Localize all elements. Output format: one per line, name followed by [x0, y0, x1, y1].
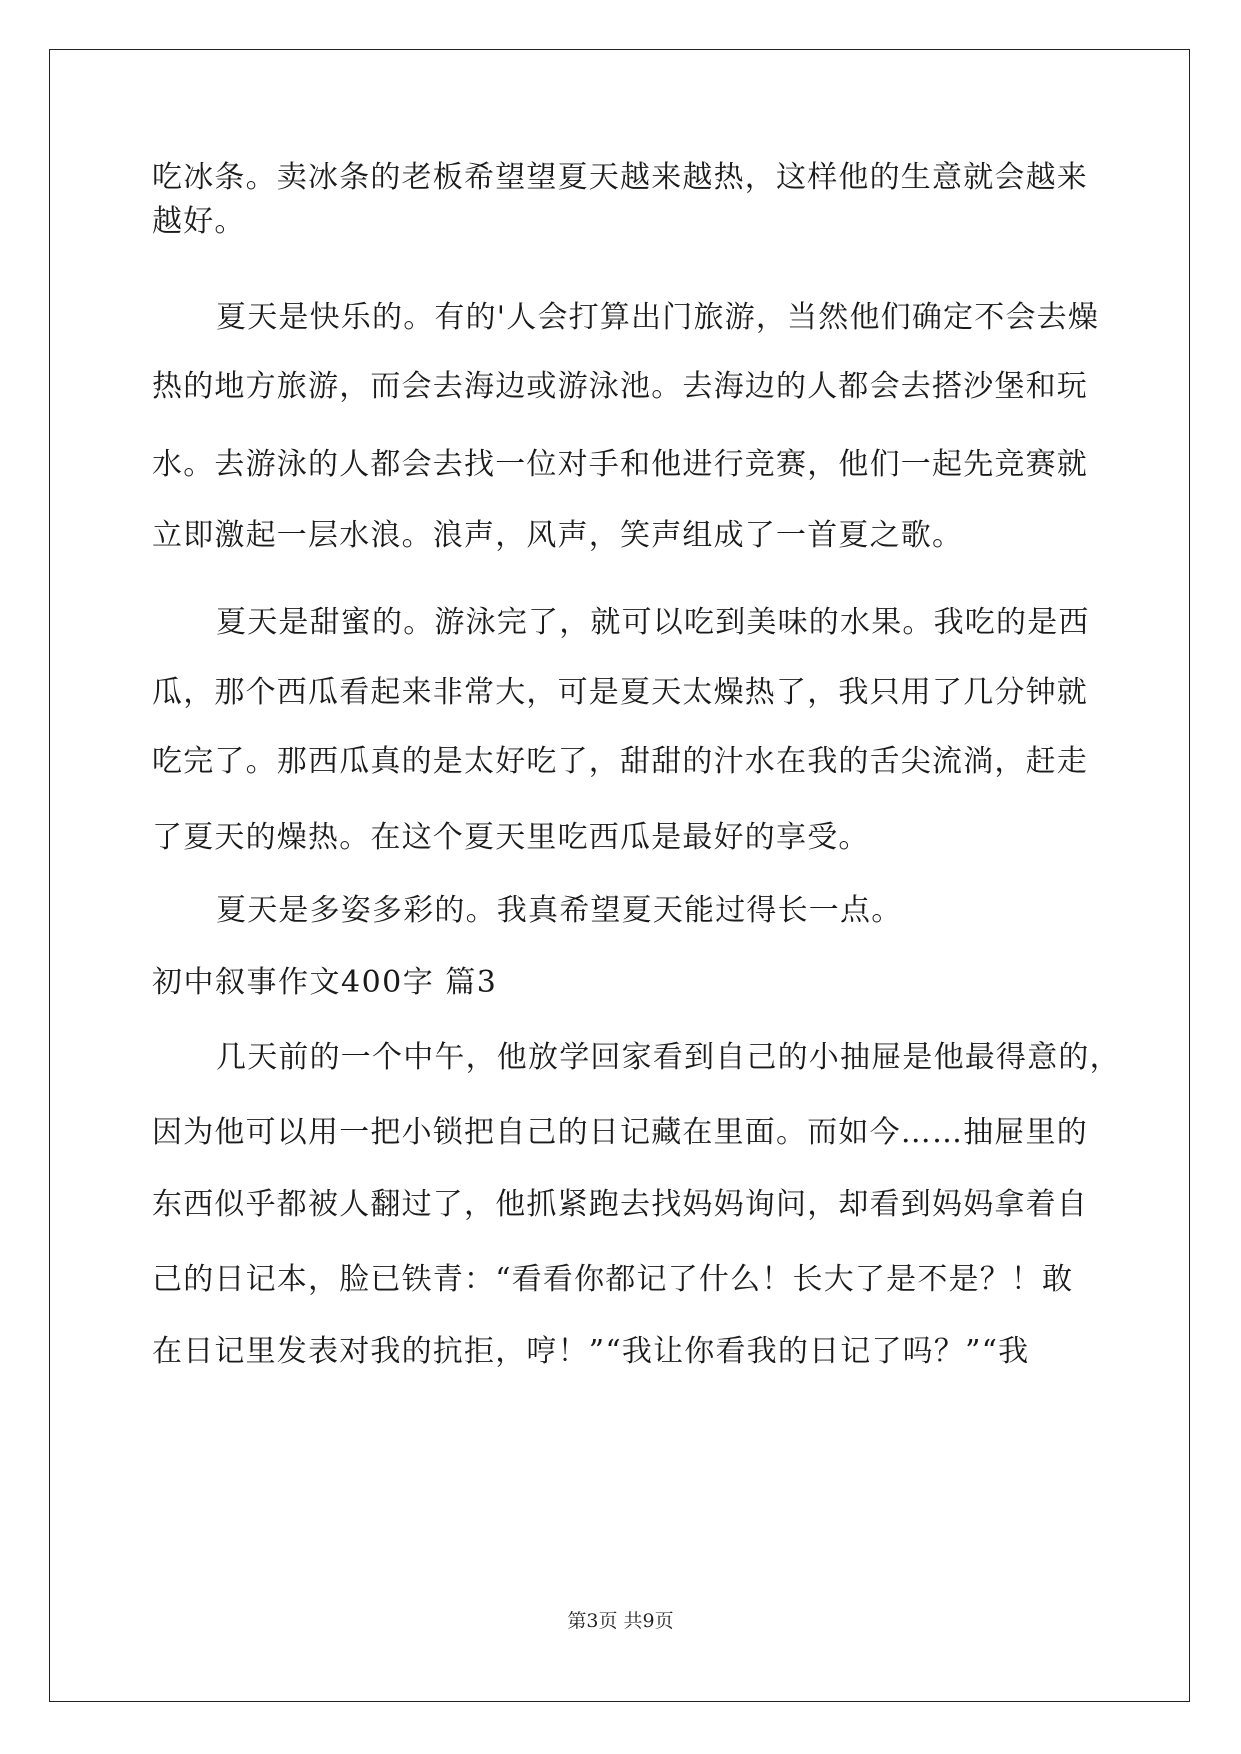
- paragraph-first-line: 几天前的一个中午，他放学回家看到自己的小抽屉是他最得意的，: [216, 1040, 1121, 1075]
- text-line: 立即激起一层水浪。浪声，风声，笑声组成了一首夏之歌。: [152, 518, 964, 553]
- paragraph-first-line: 夏天是甜蜜的。游泳完了，就可以吃到美味的水果。我吃的是西: [216, 605, 1090, 640]
- paragraph-first-line: 夏天是快乐的。有的'人会打算出门旅游，当然他们确定不会去燥: [216, 300, 1100, 335]
- text-line: 东西似乎都被人翻过了，他抓紧跑去找妈妈询问，却看到妈妈拿着自: [152, 1187, 1088, 1222]
- page-number: 第3页 共9页: [567, 1610, 674, 1632]
- text-line: 热的地方旅游，而会去海边或游泳池。去海边的人都会去搭沙堡和玩: [152, 369, 1088, 404]
- section-heading: 初中叙事作文400字 篇3: [152, 965, 498, 1000]
- page-border: [49, 49, 1190, 1702]
- text-line: 水。去游泳的人都会去找一位对手和他进行竞赛，他们一起先竞赛就: [152, 447, 1088, 482]
- text-line: 了夏天的燥热。在这个夏天里吃西瓜是最好的享受。: [152, 820, 870, 855]
- paragraph-first-line: 夏天是多姿多彩的。我真希望夏天能过得长一点。: [216, 893, 903, 928]
- text-line: 己的日记本，脸已铁青：“看看你都记了什么！长大了是不是？！敢: [152, 1262, 1074, 1297]
- text-line: 吃冰条。卖冰条的老板希望望夏天越来越热，这样他的生意就会越来: [152, 160, 1088, 195]
- text-line: 在日记里发表对我的抗拒，哼！”“我让你看我的日记了吗？”“我: [152, 1334, 1030, 1369]
- text-line: 越好。: [152, 204, 246, 239]
- text-line: 吃完了。那西瓜真的是太好吃了，甜甜的汁水在我的舌尖流淌，赶走: [152, 744, 1088, 779]
- text-line: 瓜，那个西瓜看起来非常大，可是夏天太燥热了，我只用了几分钟就: [152, 675, 1088, 710]
- text-line: 因为他可以用一把小锁把自己的日记藏在里面。而如今……抽屉里的: [152, 1115, 1088, 1150]
